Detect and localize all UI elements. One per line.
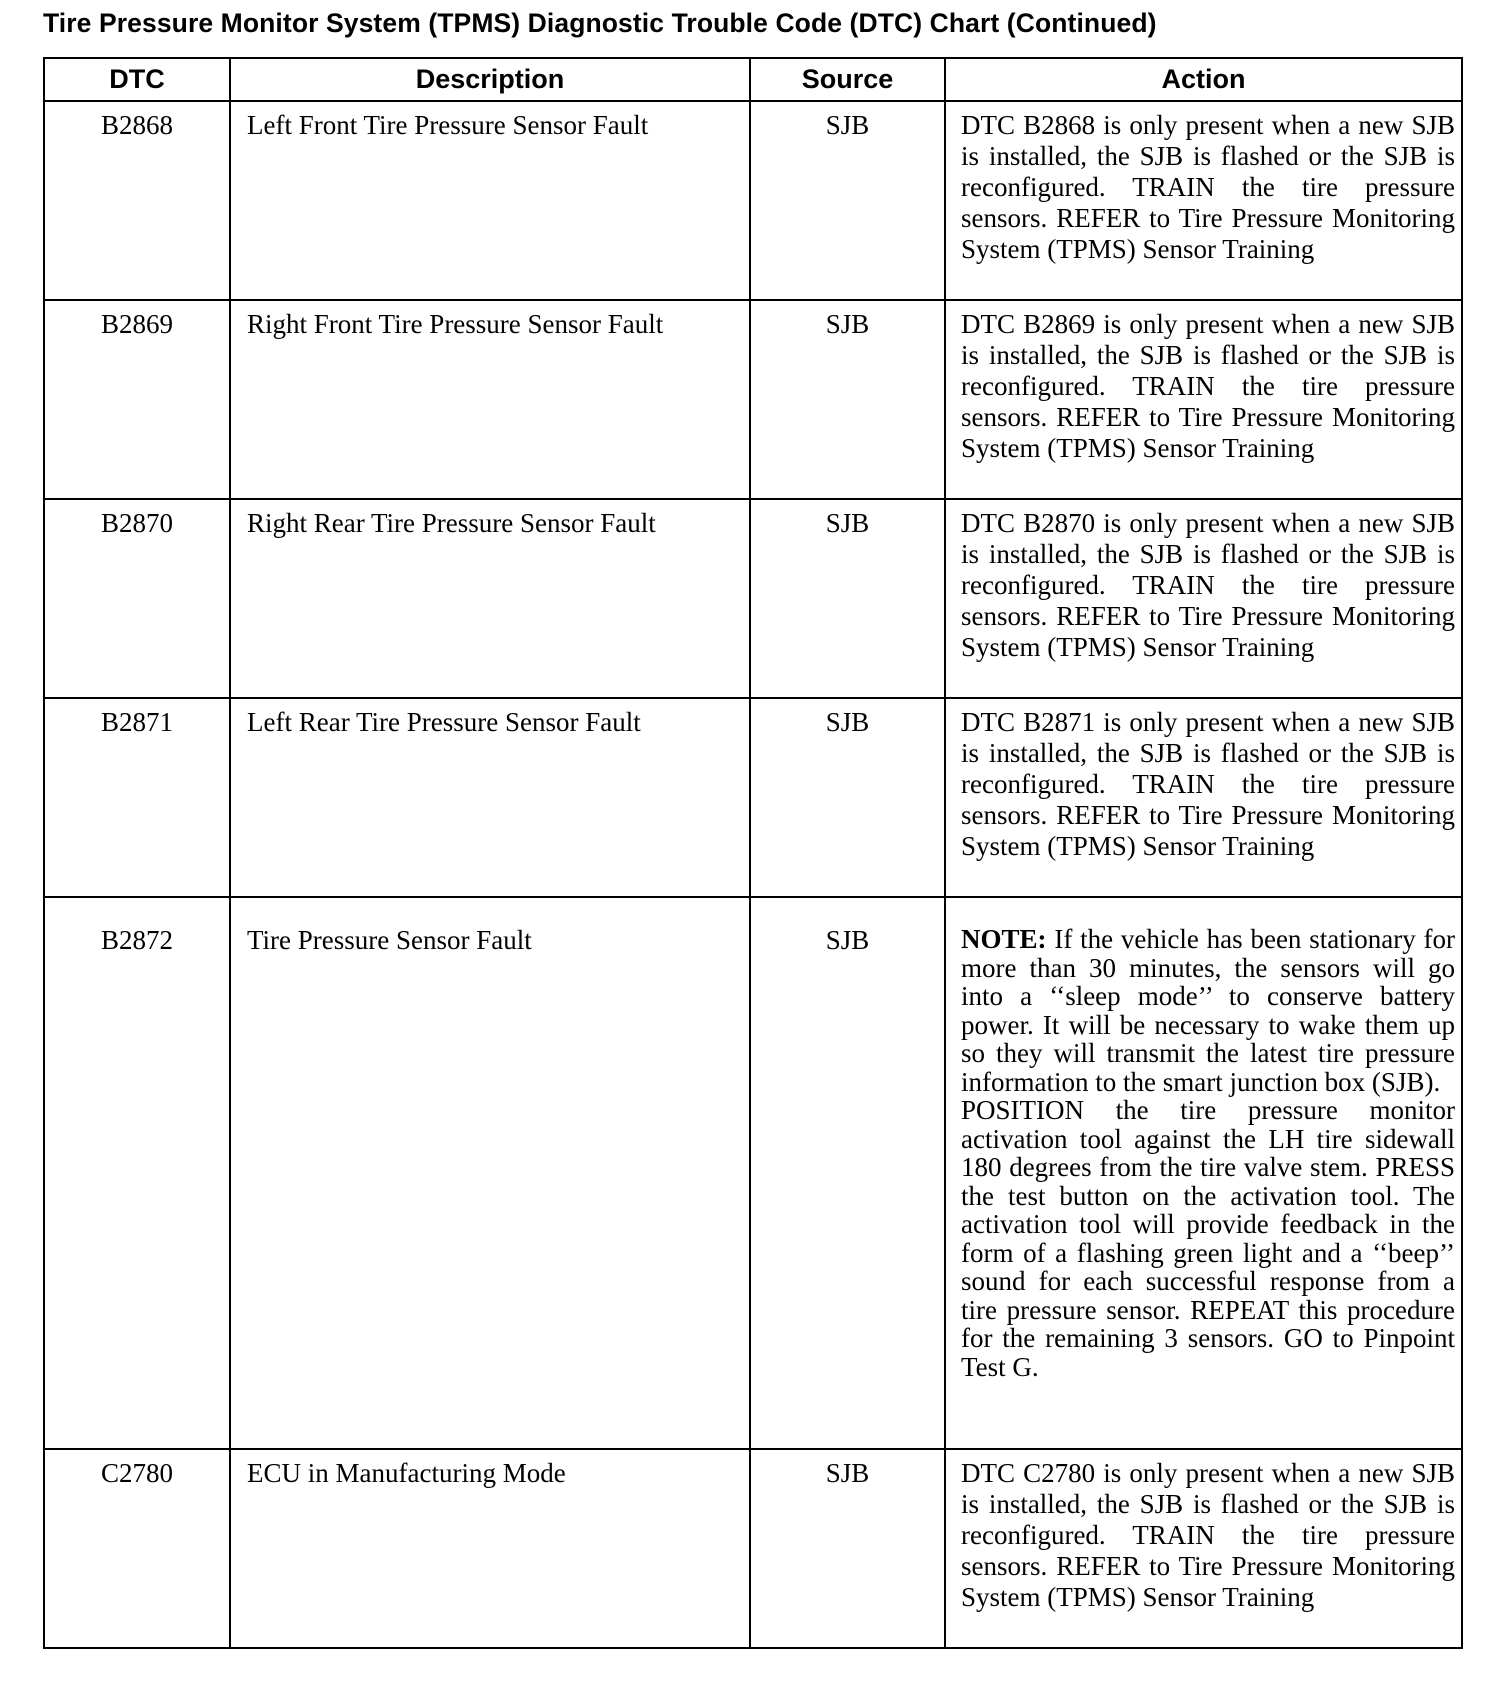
dtc-code-cell: B2870 <box>44 499 230 698</box>
dtc-chart-table <box>43 57 1463 1649</box>
column-header-dtc: DTC <box>44 58 230 101</box>
table-row <box>44 499 1462 698</box>
table-row <box>44 101 1462 300</box>
description-cell: Left Front Tire Pressure Sensor Fault <box>230 101 750 300</box>
description-cell: Right Rear Tire Pressure Sensor Fault <box>230 499 750 698</box>
source-cell: SJB <box>750 300 945 499</box>
action-cell: DTC B2870 is only present when a new SJB is installed, the SJB is flashed or the SJB is reconfigured. TRAIN the tire pressure sensors. REFER to Tire Pressure Monitoring System (TPMS) Sensor Training <box>945 499 1462 698</box>
page-title: Tire Pressure Monitor System (TPMS) Diagnostic Trouble Code (DTC) Chart (Continued) <box>43 8 1157 38</box>
action-procedure-text: POSITION the tire pressure monitor activation tool against the LH tire sidewall 180 degrees from the tire valve stem. PRESS the test button on the activation tool. The activation tool will provide feedback in the form of a flashing green light and a ‘‘beep’’ sound for each successful response from a tire pressure sensor. REPEAT this procedure for the remaining 3 sensors. GO to Pinpoint Test G. <box>961 1095 1455 1382</box>
table-row <box>44 300 1462 499</box>
source-cell: SJB <box>750 897 945 1449</box>
column-header-description: Description <box>230 58 750 101</box>
dtc-code-cell: B2869 <box>44 300 230 499</box>
action-cell <box>945 897 1462 1449</box>
source-cell: SJB <box>750 698 945 897</box>
action-cell: DTC C2780 is only present when a new SJB is installed, the SJB is flashed or the SJB is reconfigured. TRAIN the tire pressure sensors. REFER to Tire Pressure Monitoring System (TPMS) Sensor Training <box>945 1449 1462 1648</box>
table-header-row <box>44 58 1462 101</box>
action-cell: DTC B2871 is only present when a new SJB is installed, the SJB is flashed or the SJB is reconfigured. TRAIN the tire pressure sensors. REFER to Tire Pressure Monitoring System (TPMS) Sensor Training <box>945 698 1462 897</box>
note-text: If the vehicle has been stationary for more than 30 minutes, the sensors will go into a ‘‘sleep mode’’ to conserve battery power. It will be necessary to wake them up so they will transmit the latest tire pressure information to the smart junction box (SJB). <box>961 924 1455 1097</box>
description-cell: ECU in Manufacturing Mode <box>230 1449 750 1648</box>
description-cell: Left Rear Tire Pressure Sensor Fault <box>230 698 750 897</box>
dtc-code-cell: B2871 <box>44 698 230 897</box>
table-row <box>44 1449 1462 1648</box>
action-cell: DTC B2868 is only present when a new SJB is installed, the SJB is flashed or the SJB is reconfigured. TRAIN the tire pressure sensors. REFER to Tire Pressure Monitoring System (TPMS) Sensor Training <box>945 101 1462 300</box>
note-block <box>961 924 1455 1097</box>
dtc-code-cell: B2872 <box>44 897 230 1449</box>
description-cell: Right Front Tire Pressure Sensor Fault <box>230 300 750 499</box>
dtc-code-cell: B2868 <box>44 101 230 300</box>
dtc-code-cell: C2780 <box>44 1449 230 1648</box>
note-label: NOTE: <box>961 924 1047 954</box>
column-header-source: Source <box>750 58 945 101</box>
table-row <box>44 897 1462 1449</box>
source-cell: SJB <box>750 101 945 300</box>
action-cell: DTC B2869 is only present when a new SJB is installed, the SJB is flashed or the SJB is reconfigured. TRAIN the tire pressure sensors. REFER to Tire Pressure Monitoring System (TPMS) Sensor Training <box>945 300 1462 499</box>
table-row <box>44 698 1462 897</box>
column-header-action: Action <box>945 58 1462 101</box>
source-cell: SJB <box>750 499 945 698</box>
description-cell: Tire Pressure Sensor Fault <box>230 897 750 1449</box>
source-cell: SJB <box>750 1449 945 1648</box>
